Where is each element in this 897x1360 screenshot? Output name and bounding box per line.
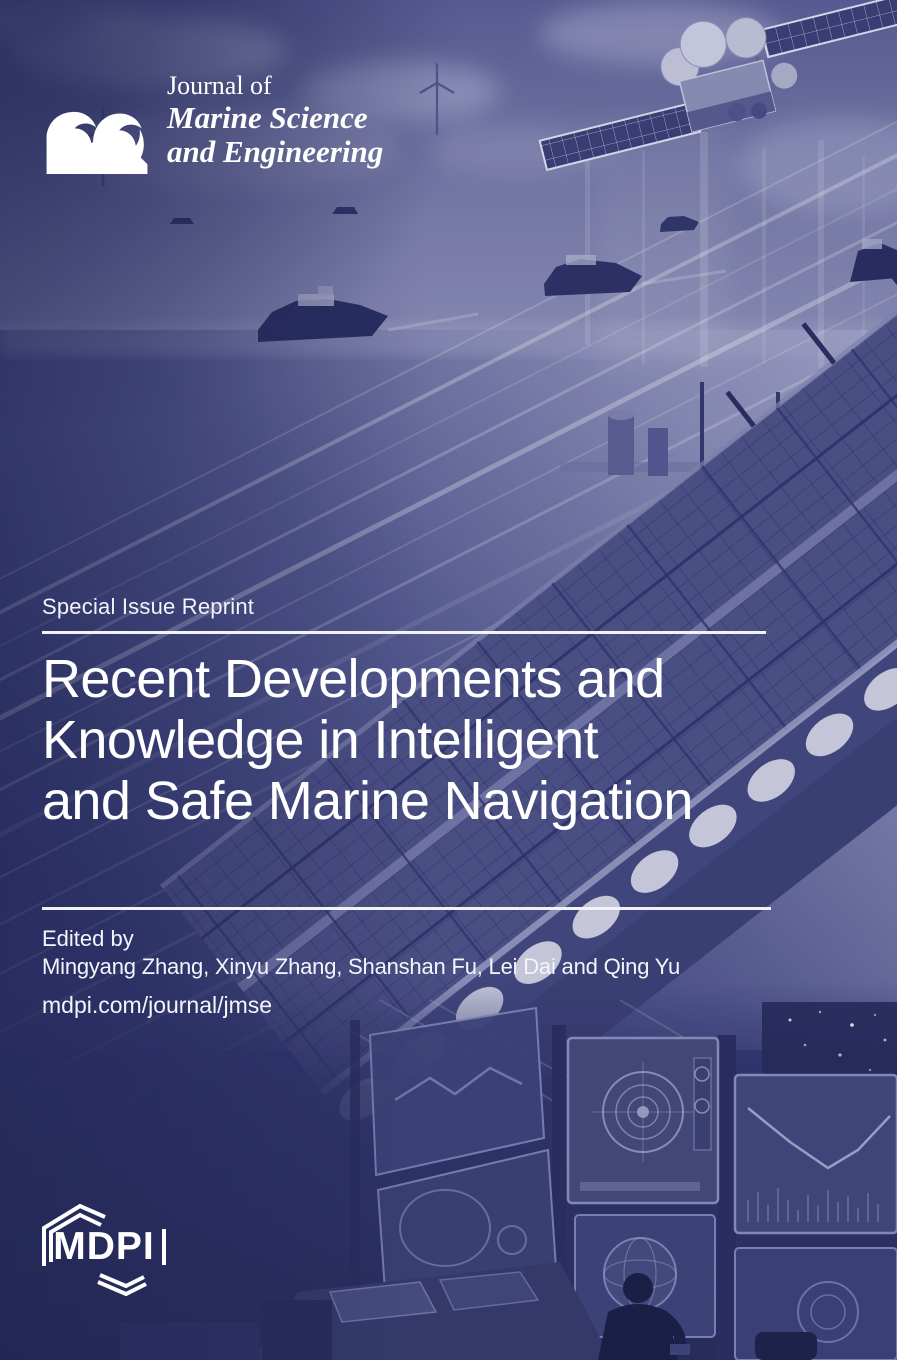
divider-rule-bottom — [42, 907, 771, 910]
mdpi-logo-text: MDPI — [53, 1225, 155, 1268]
cover-title-line3: and Safe Marine Navigation — [42, 771, 693, 831]
journal-prefix: Journal of — [167, 71, 272, 100]
editor-names: Mingyang Zhang, Xinyu Zhang, Shanshan Fu, Lei Dai and Qing Yu — [42, 954, 681, 979]
mdpi-hexagon-logo — [40, 1202, 168, 1296]
divider-rule-top — [42, 631, 766, 634]
cover-title-line1: Recent Developments and — [42, 649, 665, 709]
journal-brand — [167, 70, 383, 169]
series-label: Special Issue Reprint — [42, 594, 255, 619]
cover-title-line2: Knowledge in Intelligent — [42, 710, 599, 770]
edited-by-label: Edited by — [42, 926, 134, 951]
journal-wave-logo-icon — [46, 110, 148, 174]
cover-title — [42, 649, 693, 832]
editors-block — [42, 925, 680, 981]
journal-name-line2: and Engineering — [167, 134, 384, 169]
journal-name-line1: Marine Science — [167, 100, 368, 135]
journal-website-url: mdpi.com/journal/jmse — [42, 992, 273, 1018]
